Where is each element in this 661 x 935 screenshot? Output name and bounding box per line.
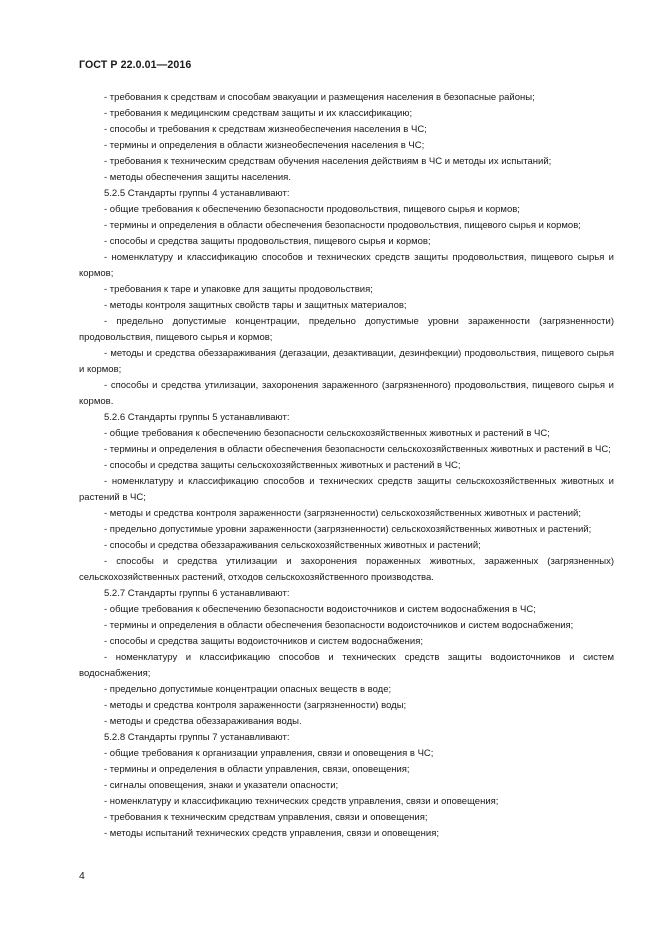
list-item: - требования к техническим средствам обучения населения действиям в ЧС и методы их испытаний; [104,156,552,167]
list-item: - методы контроля защитных свойств тары и защитных материалов; [104,300,407,311]
list-item: - способы и средства защиты водоисточников и систем водоснабжения; [104,636,424,647]
list-item: - сигналы оповещения, знаки и указатели опасности; [104,780,339,791]
page-number: 4 [79,871,85,882]
list-item: - общие требования к обеспечению безопасности водоисточников и систем водоснабжения в ЧС; [104,604,536,615]
list-item: - предельно допустимые концентрации, предельно допустимые уровни зараженности (загрязненности) продовольствия, пищевого сырья и кормов; [79,316,614,343]
list-item: - предельно допустимые уровни зараженности (загрязненности) сельскохозяйственных животных и растений; [104,524,592,535]
list-item: - способы и средства защиты продовольствия, пищевого сырья и кормов; [104,236,431,247]
list-item: - способы и средства утилизации, захоронения зараженного (загрязненного) продовольствия, пищевого сырья и кормов. [79,380,614,407]
list-item: - методы испытаний технических средств управления, связи и оповещения; [104,828,440,839]
list-item: - способы и средства защиты сельскохозяйственных животных и растений в ЧС; [104,460,461,471]
list-item: - общие требования к обеспечению безопасности сельскохозяйственных животных и растений в ЧС; [104,428,550,439]
list-item: - предельно допустимые концентрации опасных веществ в воде; [104,684,392,695]
list-item: - термины и определения в области обеспечения безопасности продовольствия, пищевого сырья и кормов; [104,220,581,231]
section-heading-5-2-6: 5.2.6 Стандарты группы 5 устанавливают: [104,412,290,423]
list-item: - методы и средства контроля зараженности (загрязненности) сельскохозяйственных животных и растений; [104,508,581,519]
list-item: - требования к средствам и способам эвакуации и размещения населения в безопасные районы; [104,92,535,103]
document-body [79,90,614,842]
list-item: - методы и средства контроля зараженности (загрязненности) воды; [104,700,407,711]
list-item: - термины и определения в области управления, связи, оповещения; [104,764,410,775]
section-heading-5-2-7: 5.2.7 Стандарты группы 6 устанавливают: [104,588,290,599]
page-header-title: ГОСТ Р 22.0.01—2016 [79,59,192,71]
section-heading-5-2-5: 5.2.5 Стандарты группы 4 устанавливают: [104,188,290,199]
list-item: - термины и определения в области обеспечения безопасности водоисточников и систем водоснабжения; [104,620,574,631]
list-item: - номенклатуру и классификацию способов и технических средств защиты продовольствия, пищевого сырья и кормов; [79,252,614,279]
list-item: - требования к медицинским средствам защиты и их классификацию; [104,108,413,119]
list-item: - методы и средства обеззараживания (дегазации, дезактивации, дезинфекции) продовольствия, пищевого сырья и кормов; [79,348,614,375]
list-item: - требования к таре и упаковке для защиты продовольствия; [104,284,373,295]
list-item: - общие требования к обеспечению безопасности продовольствия, пищевого сырья и кормов; [104,204,520,215]
list-item: - общие требования к организации управления, связи и оповещения в ЧС; [104,748,434,759]
list-item: - методы обеспечения защиты населения. [104,172,291,183]
list-item: - номенклатуру и классификацию способов и технических средств защиты сельскохозяйственных животных и растений в ЧС; [79,476,614,503]
list-item: - требования к техническим средствам управления, связи и оповещения; [104,812,428,823]
list-item: - способы и средства утилизации и захоронения пораженных животных, зараженных (загрязненных) сельскохозяйственных растений, отходов сельскохозяйственного производства. [79,556,614,583]
list-item: - номенклатуру и классификацию способов и технических средств защиты водоисточников и систем водоснабжения; [79,652,614,679]
list-item: - термины и определения в области обеспечения безопасности сельскохозяйственных животных и растений в ЧС; [104,444,611,455]
list-item: - способы и средства обеззараживания сельскохозяйственных животных и растений; [104,540,481,551]
list-item: - способы и требования к средствам жизнеобеспечения населения в ЧС; [104,124,427,135]
list-item: - термины и определения в области жизнеобеспечения населения в ЧС; [104,140,425,151]
list-item: - номенклатуру и классификацию технических средств управления, связи и оповещения; [104,796,499,807]
list-item: - методы и средства обеззараживания воды. [104,716,302,727]
section-heading-5-2-8: 5.2.8 Стандарты группы 7 устанавливают: [104,732,290,743]
